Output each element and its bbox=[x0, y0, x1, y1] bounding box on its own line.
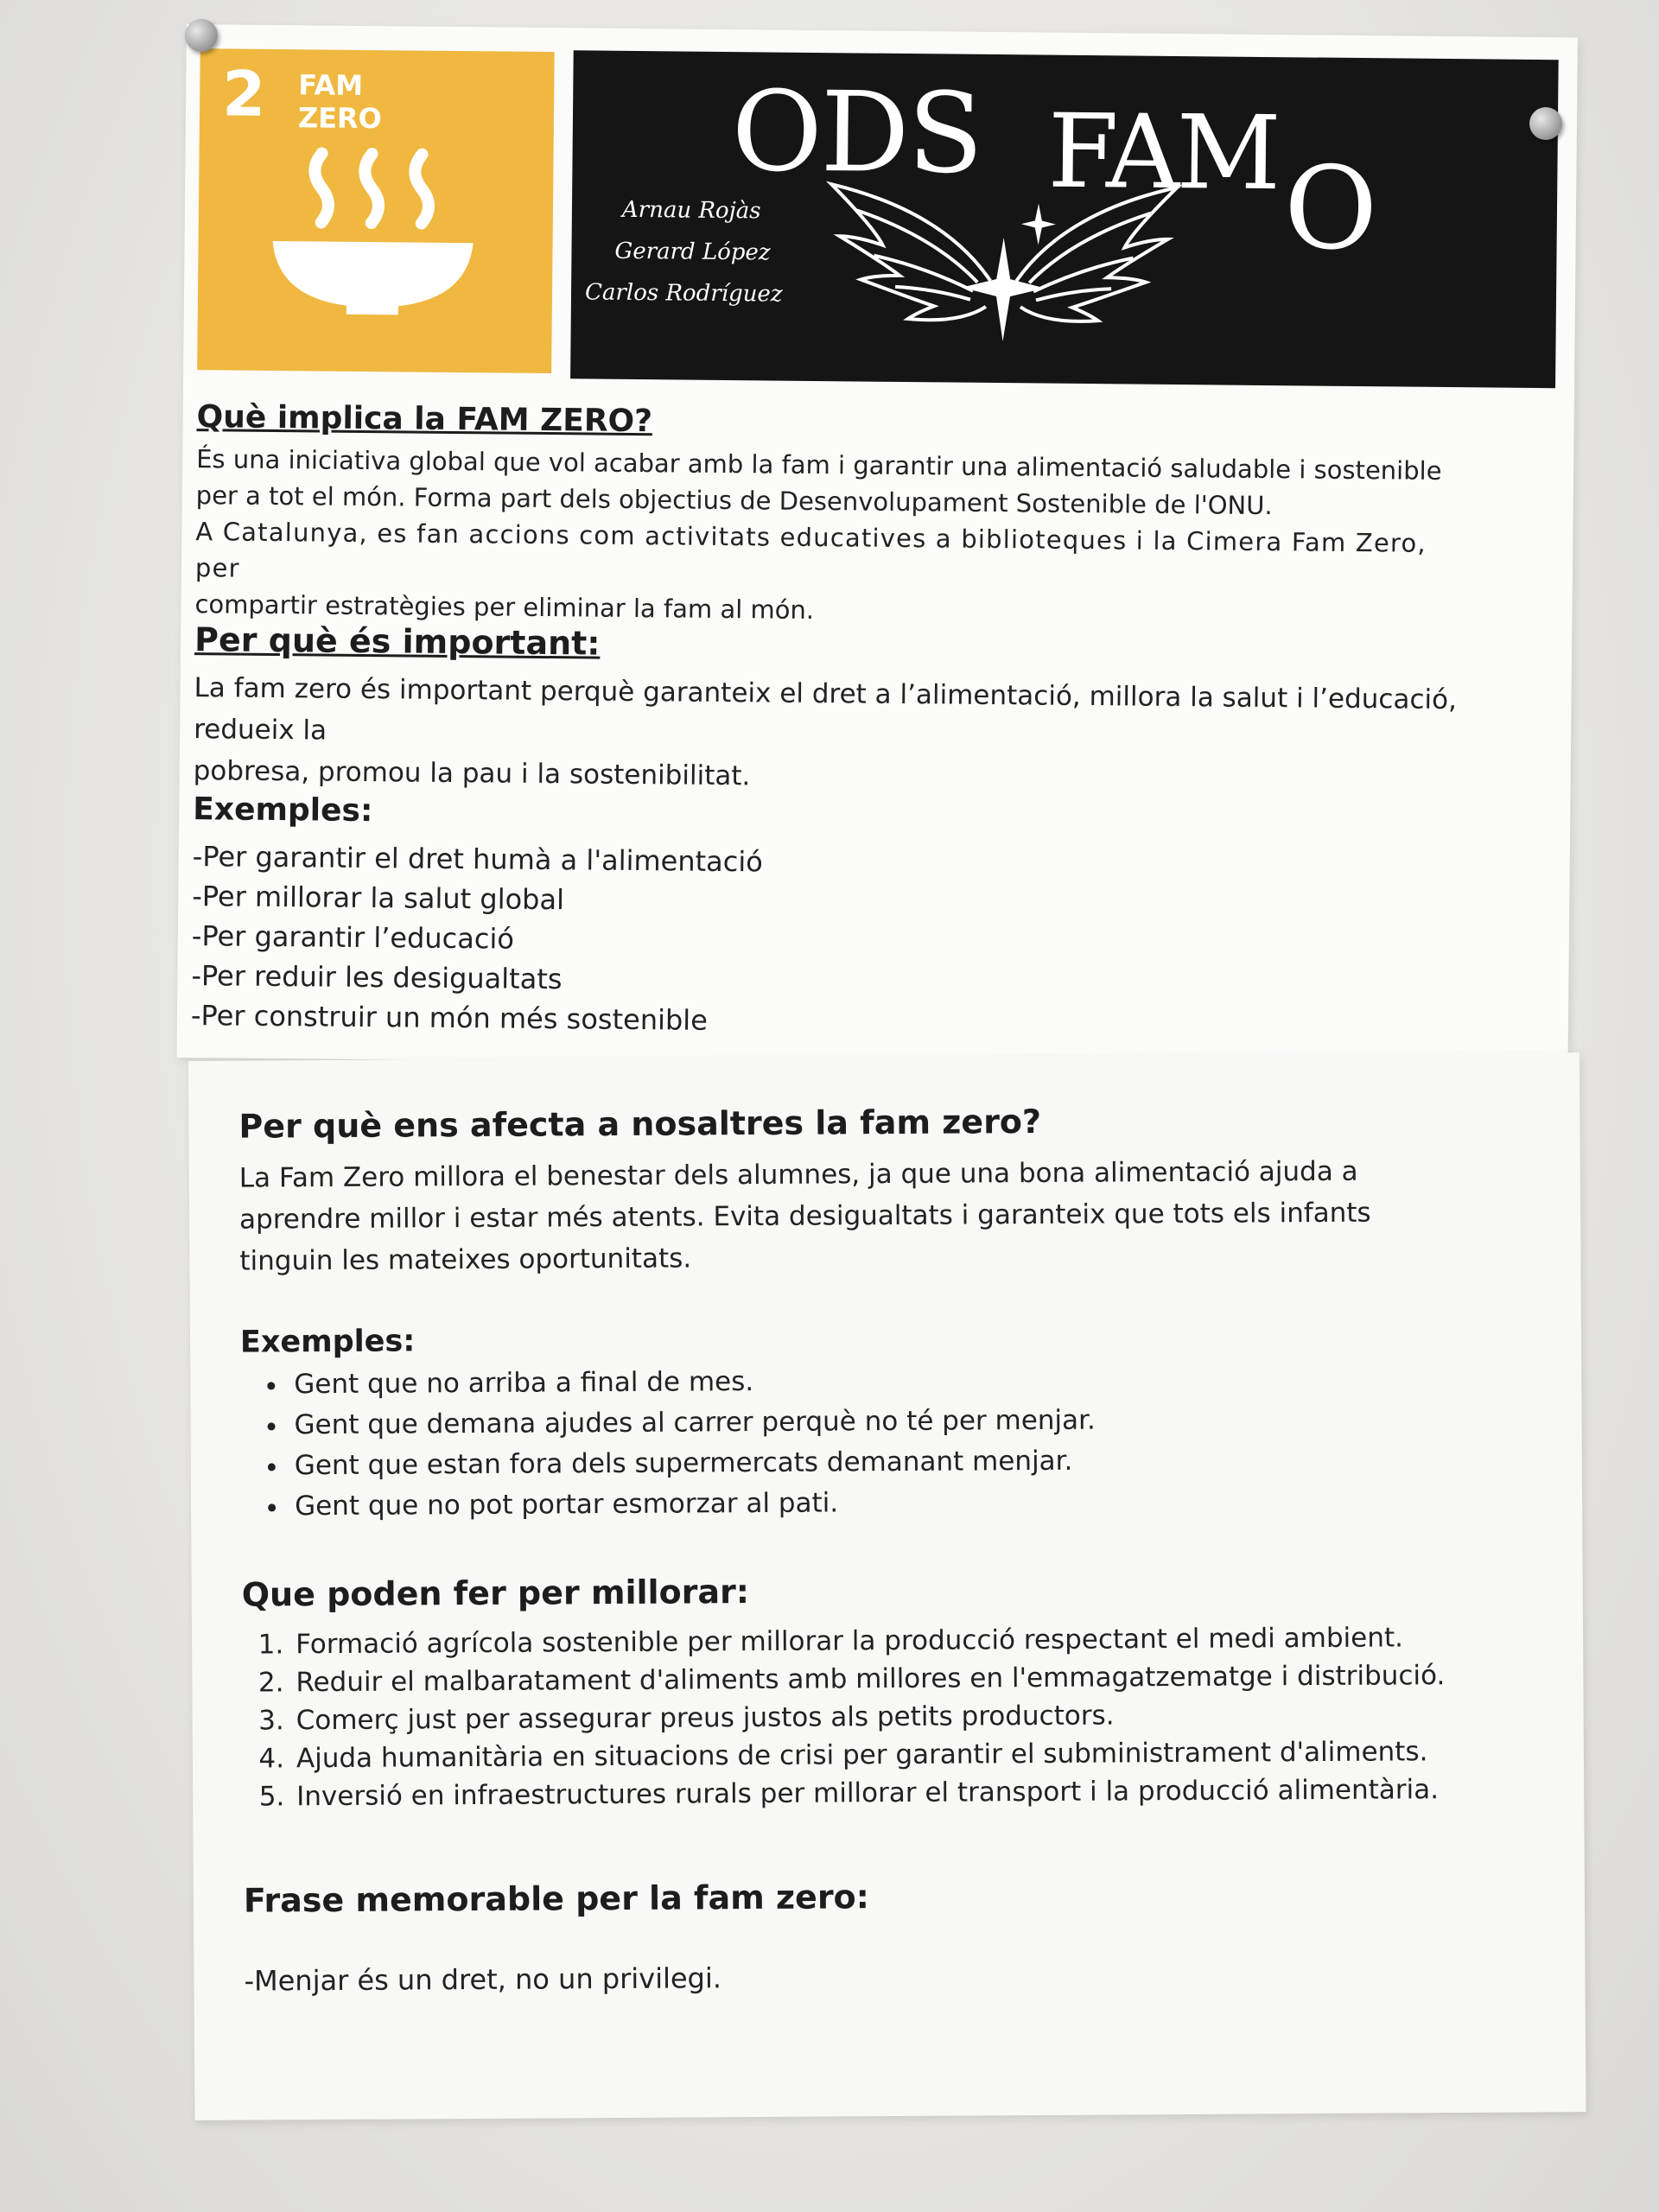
angel-wings-icon bbox=[821, 175, 1185, 352]
list-item: 4. Ajuda humanitària en situacions de crisi per garantir el subministrament d'aliments. bbox=[293, 1732, 1446, 1777]
list-item: • Gent que no pot portar esmorzar al pati. bbox=[289, 1482, 1096, 1528]
examples-list bbox=[191, 836, 763, 1040]
list-item: -Per reduir les desigualtats bbox=[191, 959, 563, 996]
list-item: -Per millorar la salut global bbox=[192, 880, 565, 917]
list-item: • Gent que no arriba a final de mes. bbox=[289, 1360, 1096, 1406]
list-item: -Per garantir l’educació bbox=[191, 919, 515, 956]
banner-ods-text: ODS bbox=[731, 67, 982, 199]
author-name: Arnau Rojàs bbox=[621, 196, 761, 225]
section-heading: Exemples: bbox=[193, 791, 373, 830]
list-item: 1. Formació agrícola sostenible per millorar la producció respectant el medi ambient. bbox=[292, 1618, 1445, 1663]
memorable-quote: -Menjar és un dret, no un privilegi. bbox=[244, 1961, 722, 1998]
push-pin-icon bbox=[185, 19, 218, 52]
list-item: 3. Comerç just per assegurar preus justos als petits productors. bbox=[293, 1694, 1446, 1739]
examples-list bbox=[240, 1360, 1096, 1528]
body-line: La Fam Zero millora el benestar dels alumnes, ja que una bona alimentació ajuda a bbox=[238, 1155, 1358, 1194]
list-item: 2. Reduir el malbaratament d'aliments amb millores en l'emmagatzematge i distribució. bbox=[292, 1656, 1445, 1701]
improvements-list bbox=[242, 1618, 1446, 1815]
soup-bowl-icon bbox=[269, 144, 478, 319]
body-line: És una iniciativa global que vol acabar amb la fam i garantir una alimentació saludable i sostenible bbox=[196, 444, 1442, 486]
push-pin-icon bbox=[1529, 107, 1562, 140]
section-body bbox=[193, 667, 1559, 804]
body-line: compartir estratègies per eliminar la fam al món. bbox=[194, 589, 815, 626]
body-line: La fam zero és important perquè garanteix el dret a l’alimentació, millora la salut i l’educació, redueix la bbox=[193, 672, 1458, 747]
section-heading: Exemples: bbox=[239, 1324, 416, 1360]
section-body bbox=[194, 441, 1458, 634]
section-heading: Què implica la FAM ZERO? bbox=[196, 399, 653, 440]
body-line: aprendre millor i estar més atents. Evita desigualtats i garanteix que tots els infants bbox=[239, 1197, 1371, 1236]
title-banner bbox=[570, 50, 1559, 388]
body-line: A Catalunya, es fan accions com activitats educatives a biblioteques i la Cimera Fam Zero, per bbox=[194, 517, 1427, 583]
sdg-goal-tile bbox=[197, 48, 555, 373]
author-name: Carlos Rodríguez bbox=[584, 279, 783, 308]
poster-sheet-bottom bbox=[188, 1052, 1586, 2120]
list-item: • Gent que demana ajudes al carrer perquè no té per menjar. bbox=[289, 1401, 1096, 1446]
banner-fam-text: FAM bbox=[1046, 91, 1278, 213]
body-line: per a tot el món. Forma part dels objectius de Desenvolupament Sostenible de l'ONU. bbox=[195, 480, 1273, 521]
section-heading: Que poden fer per millorar: bbox=[241, 1573, 750, 1614]
sdg-number: 2 bbox=[221, 57, 266, 130]
section-heading: Per què ens afecta a nosaltres la fam zero? bbox=[238, 1102, 1042, 1146]
body-line: pobresa, promou la pau i la sostenibilitat. bbox=[193, 755, 751, 792]
section-heading: Frase memorable per la fam zero: bbox=[243, 1878, 870, 1920]
sdg-title: FAM ZERO bbox=[297, 68, 383, 136]
author-name: Gerard López bbox=[614, 238, 771, 266]
body-line: tinguin les mateixes oportunitats. bbox=[239, 1243, 692, 1277]
banner-o-text: O bbox=[1283, 142, 1378, 276]
section-body bbox=[239, 1150, 1450, 1282]
list-item: -Per construir un món més sostenible bbox=[190, 999, 709, 1037]
list-item: • Gent que estan fora dels supermercats demanant menjar. bbox=[289, 1441, 1096, 1487]
list-item: 5. Inversió en infraestructures rurals per millorar el transport i la producció alimentària. bbox=[293, 1770, 1446, 1815]
poster-sheet-top bbox=[177, 24, 1578, 1071]
list-item: -Per garantir el dret humà a l'alimentació bbox=[192, 840, 764, 879]
authors-list bbox=[585, 188, 784, 315]
section-heading: Per què és important: bbox=[194, 620, 601, 663]
